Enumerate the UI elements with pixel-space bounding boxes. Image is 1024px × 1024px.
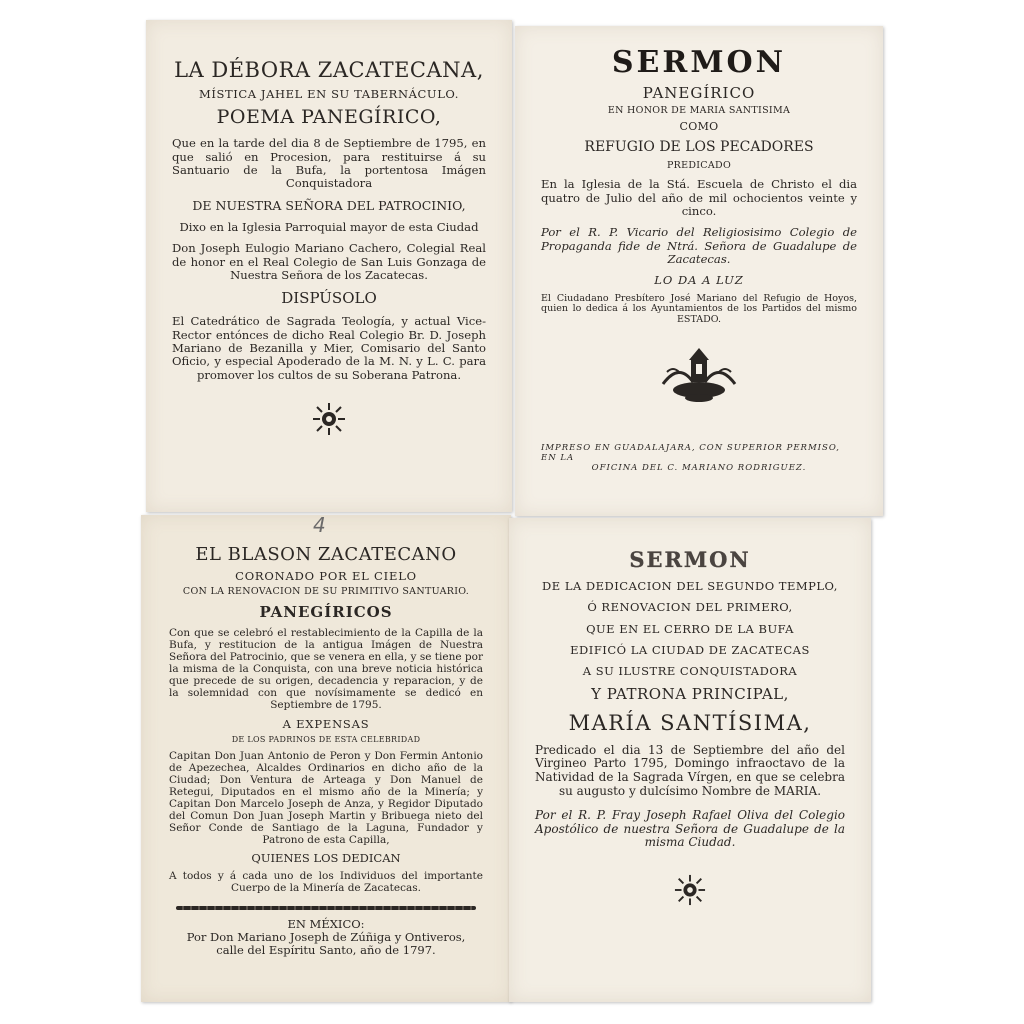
- page2-predicado: PREDICADO: [666, 160, 732, 172]
- page3-calle: calle del Espíritu Santo, año de 1797.: [216, 943, 436, 958]
- pamphlet-page-sermon-refugio: [515, 26, 883, 516]
- pamphlet-page-debora: [146, 20, 512, 512]
- page4-edifico: EDIFICÓ LA CIUDAD DE ZACATECAS: [570, 642, 810, 657]
- page3-padrinos: DE LOS PADRINOS DE ESTA CELEBRIDAD: [231, 734, 421, 744]
- page4-conquistadora: A SU ILUSTRE CONQUISTADORA: [582, 664, 798, 679]
- page3-mexico: EN MÉXICO:: [287, 916, 365, 931]
- pamphlet-page-sermon-dedicacion: [509, 518, 871, 1002]
- page1-dixo-text: Dixo en la Iglesia Parroquial mayor de esta Ciudad: [179, 219, 479, 234]
- page4-cerro: QUE EN EL CERRO DE LA BUFA: [586, 621, 794, 636]
- page3-dedican: QUIENES LOS DEDICAN: [251, 851, 401, 866]
- page3-celebro-text: Con que se celebró el restablecimiento de la Capilla de la Bufa, y restitucion de la antigua Imágen de Nuestra Señora del Patrocinio, que se venera en ella, y se tiene por la misma de la Conquista, con una breve noticia histórica que precede de su origen, decadencia y reparacion, y de la solemnidad con que novísimamente se dedicó en Septiembre de 1795.: [169, 627, 483, 712]
- page2-vicario-text: Por el R. P. Vicario del Religiosisimo Colegio de Propaganda fide de Ntrá. Señora de Guadalupe de Zacatecas.: [541, 225, 857, 266]
- page2-presbitero-text: El Ciudadano Presbítero José Mariano del Refugio de Hoyos, quien lo dedica á los Ayuntamientos de los Partidos del mismo ESTADO.: [541, 292, 857, 326]
- sun-ornament-icon: [312, 402, 346, 436]
- page3-panegiricos-heading: PANEGÍRICOS: [259, 602, 393, 621]
- page1-author-text: Don Joseph Eulogio Mariano Cachero, Colegial Real de honor en el Real Colegio de San Luis Gonzaga de Nuestra Señora de los Zacatecas.: [172, 241, 486, 282]
- page2-panegirico: PANEGÍRICO: [642, 83, 756, 102]
- page2-imprint-line2: OFICINA DEL C. MARIANO RODRIGUEZ.: [591, 462, 807, 473]
- page2-iglesia-text: En la Iglesia de la Stá. Escuela de Christo el dia quatro de Julio del año de mil ochocientos veinte y cinco.: [541, 177, 857, 218]
- page3-expensas: A EXPENSAS: [282, 716, 370, 731]
- handwritten-number: 4: [313, 513, 326, 537]
- page4-patrona: Y PATRONA PRINCIPAL,: [591, 685, 789, 704]
- page3-individuos-text: A todos y á cada uno de los Individuos del importante Cuerpo de la Minería de Zacatecas.: [169, 869, 483, 894]
- page4-title: SERMON: [629, 547, 751, 572]
- page3-renovacion: CON LA RENOVACION DE SU PRIMITIVO SANTUARIO.: [182, 585, 470, 597]
- vignette-ornament-icon: [659, 342, 739, 404]
- page2-refugio-heading: REFUGIO DE LOS PECADORES: [584, 139, 814, 156]
- page1-patrocinio-heading: DE NUESTRA SEÑORA DEL PATROCINIO,: [192, 197, 466, 213]
- page4-dedicacion: DE LA DEDICACION DEL SEGUNDO TEMPLO,: [542, 579, 838, 594]
- page1-dispusolo-heading: DISPÚSOLO: [281, 289, 377, 308]
- page4-maria: MARÍA SANTÍSIMA,: [568, 711, 812, 736]
- page3-printer: Por Don Mariano Joseph de Zúñiga y Ontiveros,: [186, 929, 466, 944]
- page1-poem-heading: POEMA PANEGÍRICO,: [216, 106, 442, 129]
- page4-renovacion: Ó RENOVACION DEL PRIMERO,: [587, 600, 793, 615]
- pamphlet-page-blason: [141, 515, 511, 1002]
- page3-capitan-text: Capitan Don Juan Antonio de Peron y Don Fermin Antonio de Apezechea, Alcaldes Ordinarios en dicho año de la Ciudad; Don Ventura de Arteaga y Don Manuel de Retegui, Diputados en el mismo año de la Minería; y Capitan Don Marcelo Joseph de Anza, y Regidor Diputado del Comun Don Juan Joseph Martin y Bribuega nieto del Señor Conde de Santiago de la Laguna, Fundador y Patrono de esta Capilla,: [169, 749, 483, 847]
- page2-imprint-line1: IMPRESO EN GUADALAJARA, CON SUPERIOR PERMISO, EN LA: [541, 443, 841, 464]
- page2-como: COMO: [679, 119, 719, 133]
- page1-title: LA DÉBORA ZACATECANA,: [174, 58, 484, 82]
- page4-oliva-text: Por el R. P. Fray Joseph Rafael Oliva del Colegio Apostólico de nuestra Señora de Guadalupe de la misma Ciudad.: [535, 807, 845, 850]
- page1-catedratico-text: El Catedrático de Sagrada Teología, y actual Vice-Rector entónces de dicho Real Colegio Br. D. Joseph Mariano de Bezanilla y Mier, Comisario del Santo Oficio, y especial Apoderado de la M. N. y L. C. para promover los cultos de su Soberana Patrona.: [172, 314, 486, 382]
- page3-coronado: CORONADO POR EL CIELO: [235, 568, 417, 583]
- page1-intro-text: Que en la tarde del dia 8 de Septiembre de 1795, en que salió en Procesion, para restituirse á su Santuario de la Bufa, la portentosa Imágen Conquistadora: [172, 136, 486, 191]
- page1-subtitle: MÍSTICA JAHEL EN SU TABERNÁCULO.: [198, 87, 460, 102]
- page2-honor-line: EN HONOR DE MARIA SANTISIMA: [607, 104, 791, 116]
- page4-predicado-text: Predicado el dia 13 de Septiembre del año del Virgineo Parto 1795, Domingo infraoctavo de la Natividad de la Sagrada Vírgen, en que se celebra su augusto y dulcísimo Nombre de MARIA.: [535, 742, 845, 799]
- rule-ornament-icon: [176, 906, 476, 910]
- page2-da-luz: LO DA A LUZ: [654, 273, 744, 288]
- page2-title: SERMON: [611, 45, 787, 80]
- page3-title: EL BLASON ZACATECANO: [195, 544, 457, 565]
- sun-ornament-icon: [674, 874, 706, 906]
